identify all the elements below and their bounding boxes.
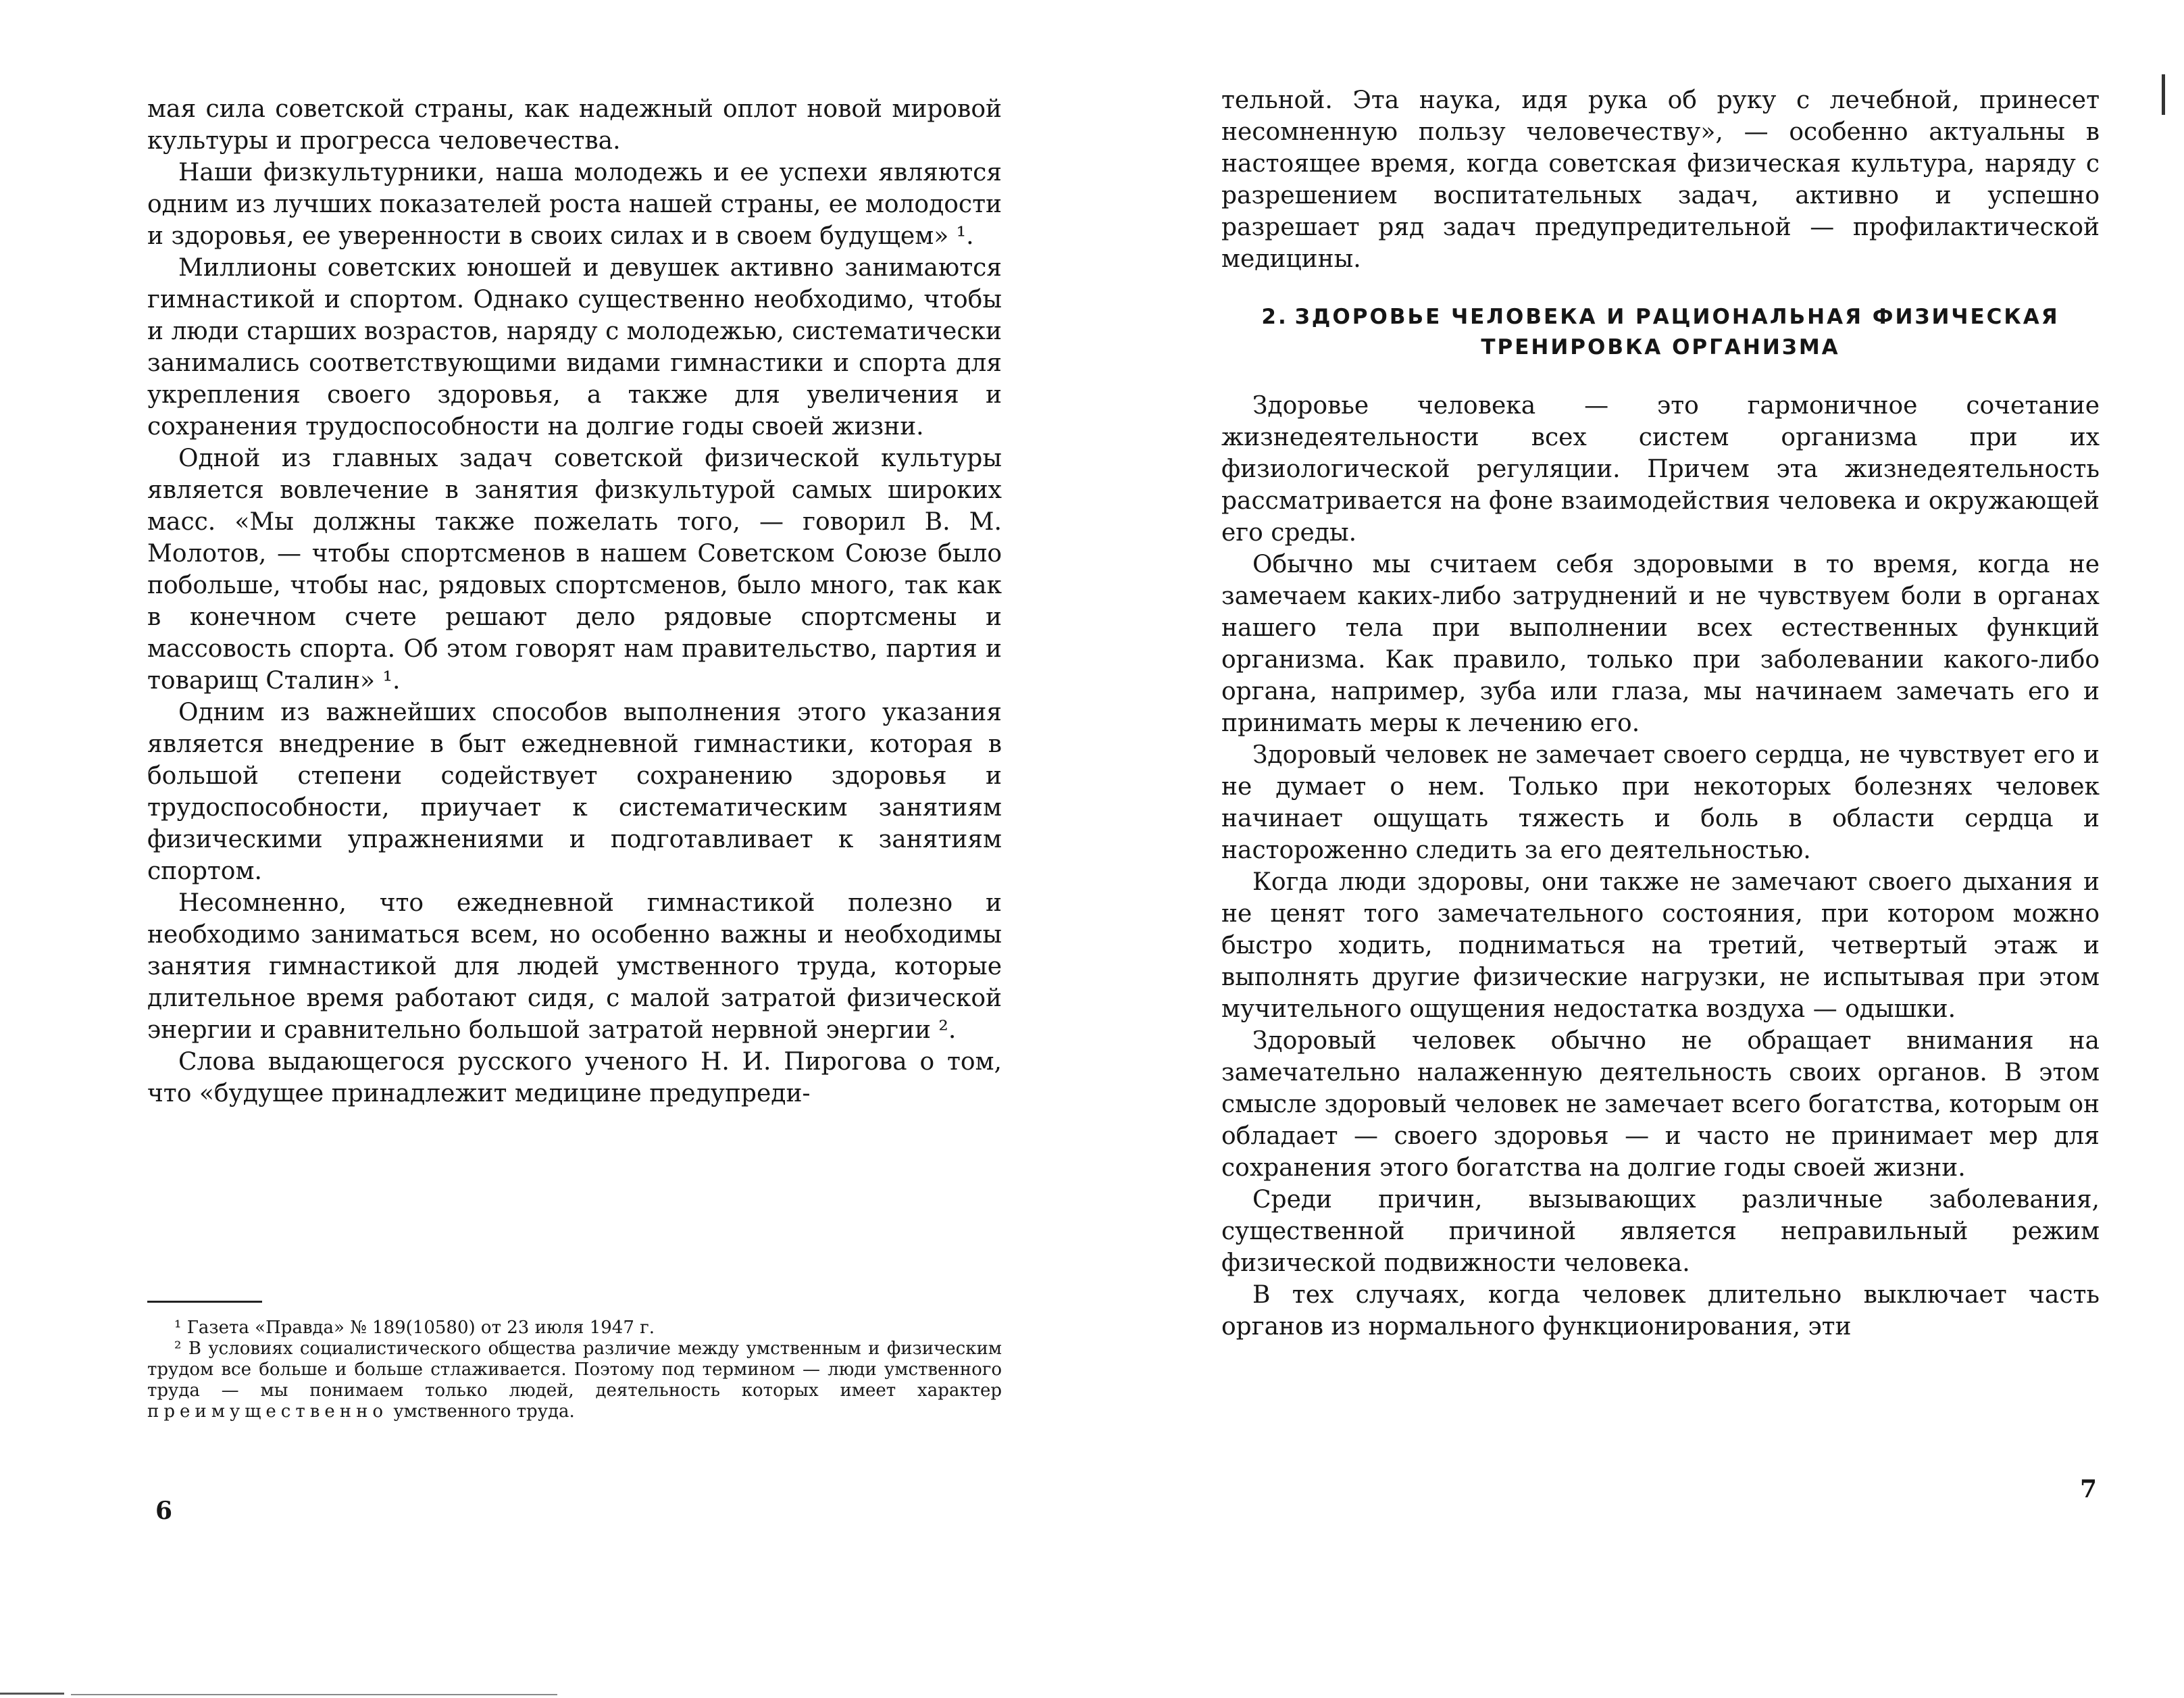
paragraph: В тех случаях, когда человек длительно выключает часть органов из нормального функционирования, эти xyxy=(1221,1281,2100,1341)
scan-edge-mark xyxy=(2162,74,2165,115)
footnote-1: ¹ Газета «Правда» № 189(10580) от 23 июля 1947 г. xyxy=(174,1318,655,1338)
footnote-divider xyxy=(147,1301,262,1303)
paragraph: Одной из главных задач советской физической культуры является вовлечение в занятия физкультурой самых широких масс. «Мы должны также пожелать того, — говорил В. М. Молотов, — чтобы спортсменов в нашем Советском Союзе было побольше, чтобы нас, рядовых спортсменов, было много, так как в конечном счете решают дело рядовые спортсмены и массовость спорта. Об этом говорят нам правительство, партия и товарищ Сталин» ¹. xyxy=(147,445,1002,695)
section-number: 2. xyxy=(1261,305,1288,329)
paragraph: Когда люди здоровы, они также не замечают своего дыхания и не ценят того замечательного состояния, при котором можно быстро ходить, подниматься на третий, четвертый этаж и выполнять другие физические нагрузки, не испытывая при этом мучительного ощущения недостатка воздуха — одышки. xyxy=(1221,868,2100,1023)
page-number-right: 7 xyxy=(2080,1475,2098,1503)
footnote-2 xyxy=(147,1339,1002,1422)
paragraph: Миллионы советских юношей и девушек активно занимаются гимнастикой и спортом. Однако существенно необходимо, чтобы и люди старших возрастов, наряду с молодежью, систематически занимались соответствующими видами гимнастики и спорта для укрепления своего здоровья, а также для увеличения и сохранения трудоспособности на долгие годы своей жизни. xyxy=(147,254,1002,441)
footnote-2-tail: умственного труда. xyxy=(393,1401,575,1422)
paragraph: Здоровый человек не замечает своего сердца, не чувствует его и не думает о нем. Только при некоторых болезнях человек начинает ощущать тяжесть и боль в области сердца и настороженно следить за его деятельностью. xyxy=(1221,741,2100,864)
right-page xyxy=(1092,0,2184,1698)
section-heading xyxy=(1221,302,2100,363)
footnote-2-main: ² В условиях социалистического общества различие между умственным и физическим трудом все больше и больше стлаживается. Поэтому под термином — люди умственного труда — мы понимаем только людей, деятельность которых имеет характер xyxy=(147,1339,1002,1401)
page-number-left: 6 xyxy=(155,1497,173,1525)
paragraph: тельной. Эта наука, идя рука об руку с лечебной, принесет несомненную пользу человечеству», — особенно актуальны в настоящее время, когда советская физическая культура, наряду с разрешением воспитательных задач, активно и успешно разрешает ряд задач предупредительной — профилактической медицины. xyxy=(1221,86,2100,273)
paragraph: Наши физкультурники, наша молодежь и ее успехи являются одним из лучших показателей роста нашей страны, ее молодости и здоровья, ее уверенности в своих силах и в своем будущем» ¹. xyxy=(147,159,1002,250)
right-page-body xyxy=(1221,84,2100,1343)
paragraph: Одним из важнейших способов выполнения этого указания является внедрение в быт ежедневной гимнастики, которая в большой степени содействует сохранению здоровья и трудоспособности, приучает к систематическим занятиям физическими упражнениями и подготавливает к занятиям спортом. xyxy=(147,699,1002,885)
footnote-2-spaced-word: преимущественно xyxy=(147,1401,388,1422)
paragraph: Здоровье человека — это гармоничное сочетание жизнедеятельности всех систем организма при их физиологической регуляции. Причем эта жизнедеятельность рассматривается на фоне взаимодействия человека и окружающей его среды. xyxy=(1221,392,2100,547)
paragraph: мая сила советской страны, как надежный оплот новой мировой культуры и прогресса человечества. xyxy=(147,95,1002,155)
section-title: ЗДОРОВЬЕ ЧЕЛОВЕКА И РАЦИОНАЛЬНАЯ ФИЗИЧЕСКАЯ ТРЕНИРОВКА ОРГАНИЗМА xyxy=(1294,305,2060,359)
paragraph: Среди причин, вызывающих различные заболевания, существенной причиной является неправильный режим физической подвижности человека. xyxy=(1221,1186,2100,1277)
paragraph: Здоровый человек обычно не обращает внимания на замечательно налаженную деятельность своих органов. В этом смысле здоровый человек не замечает всего богатства, которым он обладает — своего здоровья — и часто не принимает мер для сохранения этого богатства на долгие годы своей жизни. xyxy=(1221,1027,2100,1182)
paragraph: Слова выдающегося русского ученого Н. И. Пирогова о том, что «будущее принадлежит медицине предупреди- xyxy=(147,1048,1002,1107)
paragraph: Обычно мы считаем себя здоровыми в то время, когда не замечаем каких-либо затруднений и не чувствуем боли в органах нашего тела при выполнении всех естественных функций организма. Как правило, только при заболевании какого-либо органа, например, зуба или глаза, мы начинаем замечать его и принимать меры к лечению его. xyxy=(1221,551,2100,737)
paragraph: Несомненно, что ежедневной гимнастикой полезно и необходимо заниматься всем, но особенно важны и необходимы занятия гимнастикой для людей умственного труда, которые длительное время работают сидя, с малой затратой физической энергии и сравнительно большой затратой нервной энергии ². xyxy=(147,889,1002,1044)
footnotes xyxy=(147,1318,1002,1422)
scan-edge-mark xyxy=(0,1693,64,1695)
left-page-body xyxy=(147,93,1002,1109)
scan-edge-mark xyxy=(71,1694,557,1695)
